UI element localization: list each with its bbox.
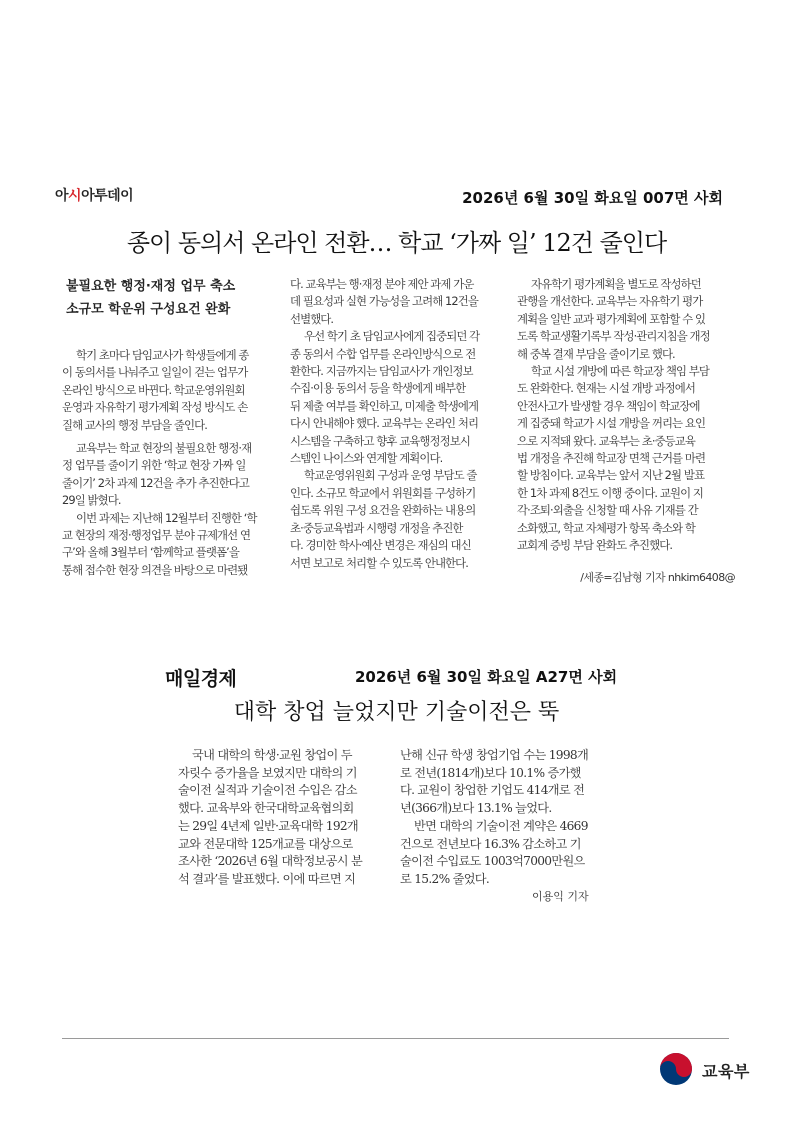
text-line: 한 1차 과제 8건도 이행 중이다. 교원이 지 [517, 485, 704, 500]
text-line: 년(366개)보다 13.1% 늘었다. [400, 801, 552, 816]
article2-dateline: 2026년 6월 30일 화요일 A27면 사회 [355, 668, 618, 686]
text-line: 로 전년(1814개)보다 10.1% 증가했 [400, 765, 581, 780]
text-line: 다시 안내해야 했다. 교육부는 온라인 처리 [290, 416, 479, 431]
text-line: 소화했고, 학교 자체평가 항목 축소와 학 [517, 520, 695, 535]
text-line: 관행을 개선한다. 교육부는 자유학기 평가 [517, 294, 703, 309]
text-line: 자릿수 증가율을 보였지만 대학의 기 [178, 765, 357, 780]
text-line: 난해 신규 학생 창업기업 수는 1998개 [400, 748, 589, 762]
text-line: 구’와 올해 3월부터 ‘함께학교 플랫폼’을 [62, 545, 239, 560]
text-line: 다. 경미한 학사·예산 변경은 재심의 대신 [290, 538, 471, 553]
text-line: 로 15.2% 줄었다. [400, 871, 490, 886]
article1-subhead: 불필요한 행정·재정 업무 축소 [66, 279, 236, 294]
taegeuk-emblem-icon [658, 1051, 694, 1087]
publication-logo-asiatoday [55, 185, 133, 205]
publication-logo-part: 아투데이 [81, 188, 134, 204]
text-line: 우선 학기 초 담임교사에게 집중되던 각 [304, 329, 480, 344]
text-line: 교육부는 학교 현장의 불필요한 행정·재 [76, 441, 252, 456]
text-line: 자유학기 평가계획을 별도로 작성하던 [531, 277, 701, 291]
text-line: 수집·이용 동의서 등을 학생에게 배부한 [290, 381, 466, 396]
article1-headline: 종이 동의서 온라인 전환… 학교 ‘가짜 일’ 12건 줄인다 [126, 229, 667, 257]
article2-headline: 대학 창업 늘었지만 기술이전은 뚝 [233, 700, 560, 725]
article2-column-2 [400, 747, 588, 889]
text-line: 술이전 수입료도 1003억7000만원으 [400, 854, 585, 869]
text-line: 교회계 증빙 부담 완화도 추진했다. [517, 538, 673, 553]
article1-column-2 [290, 276, 479, 572]
text-line: 석 결과’를 발표했다. 이에 따르면 지 [178, 871, 356, 886]
text-line: 교 현장의 재정·행정업무 분야 규제개선 연 [62, 528, 251, 543]
text-line: 법 개정을 추진해 학교장 면책 근거를 마련 [517, 451, 706, 466]
text-line: 운영과 자유학기 평가계획 작성 방식도 손 [62, 400, 248, 415]
text-line: 학기 초마다 담임교사가 학생들에게 종 [76, 348, 249, 362]
text-line: 다. 교원이 창업한 기업도 414개로 전 [400, 783, 585, 798]
text-line: 데 필요성과 실현 가능성을 고려해 12건을 [290, 294, 478, 309]
text-line: 다. 교육부는 행·재정 분야 제안 과제 가운 [290, 277, 474, 291]
text-line: 국내 대학의 학생·교원 창업이 두 [192, 748, 352, 762]
article1-column-3 [517, 276, 710, 555]
text-line: 온라인 방식으로 바뀐다. 학교운영위원회 [62, 382, 245, 397]
article1-byline: /세종=김남형 기자 nhkim6408@ [580, 571, 735, 584]
text-line: 건으로 전년보다 16.3% 감소하고 기 [400, 836, 581, 851]
text-line: 시스템을 구축하고 향후 교육행정정보시 [290, 433, 470, 448]
text-line: 해 중복 결재 부담을 줄이기로 했다. [517, 346, 675, 361]
article1-subhead: 소규모 학운위 구성요건 완화 [66, 302, 231, 317]
text-line: 학교 시설 개방에 따른 학교장 책임 부담 [531, 364, 709, 379]
text-line: 통해 접수한 현장 의견을 바탕으로 마련됐 [62, 562, 248, 577]
text-line: 스템인 나이스와 연계할 계획이다. [290, 451, 443, 466]
text-line: 술이전 실적과 기술이전 수입은 감소 [178, 783, 357, 798]
text-line: 서면 보고로 처리할 수 있도록 안내한다. [290, 555, 468, 570]
ministry-logo-text: 교육부 [702, 1062, 750, 1081]
text-line: 했다. 교육부와 한국대학교육협의회 [178, 801, 354, 816]
article2-column-1 [178, 747, 362, 889]
text-line: 뒤 제출 여부를 확인하고, 미제출 학생에게 [290, 398, 479, 413]
text-line: 도 완화한다. 현재는 시설 개방 과정에서 [517, 381, 695, 396]
text-line: 29일 밝혔다. [62, 493, 121, 508]
article2-byline: 이용익 기자 [532, 890, 589, 903]
text-line: 인다. 소규모 학교에서 위원회를 구성하기 [290, 485, 476, 500]
text-line: 질해 교사의 행정 부담을 줄인다. [62, 417, 207, 432]
publication-logo-maeil: 매일경제 [165, 668, 237, 690]
text-line: 도록 학교생활기록부 작성·관리지침을 개정 [517, 329, 710, 344]
publication-logo-part: 아 [55, 188, 69, 204]
text-line: 으로 지적돼 왔다. 교육부는 초·중등교육 [517, 433, 695, 448]
text-line: 게 집중돼 학교가 시설 개방을 꺼리는 요인 [517, 416, 706, 431]
footer-divider [62, 1038, 729, 1039]
text-line: 는 29일 4년제 일반·교육대학 192개 [178, 818, 358, 833]
text-line: 할 방침이다. 교육부는 앞서 지난 2월 발표 [517, 468, 705, 483]
text-line: 쉽도록 위원 구성 요건을 완화하는 내용의 [290, 503, 476, 518]
text-line: 선별했다. [290, 311, 334, 326]
text-line: 줄이기’ 2차 과제 12건을 추가 추진한다고 [62, 475, 249, 490]
text-line: 초·중등교육법과 시행령 개정을 추진한 [290, 520, 463, 535]
text-line: 이번 과제는 지난해 12월부터 진행한 ‘학 [76, 510, 257, 525]
article1-column-1 [62, 347, 257, 579]
text-line: 조사한 ‘2026년 6월 대학정보공시 분 [178, 854, 363, 869]
article1-dateline: 2026년 6월 30일 화요일 007면 사회 [462, 189, 723, 207]
text-line: 환한다. 지금까지는 담임교사가 개인정보 [290, 364, 473, 379]
text-line: 교와 전문대학 125개교를 대상으로 [178, 836, 353, 851]
text-line: 정 업무를 줄이기 위한 ‘학교 현장 가짜 일 [62, 458, 246, 473]
text-line: 각·조퇴·외출을 신청할 때 사유 기재를 간 [517, 503, 698, 518]
publication-logo-part-accent: 시 [68, 188, 82, 204]
text-line: 반면 대학의 기술이전 계약은 4669 [414, 818, 588, 833]
text-line: 이 동의서를 나눠주고 일일이 걷는 업무가 [62, 365, 248, 380]
text-line: 안전사고가 발생할 경우 책임이 학교장에 [517, 398, 700, 413]
text-line: 종 동의서 수합 업무를 온라인방식으로 전 [290, 346, 476, 361]
text-line: 계획을 일반 교과 평가계획에 포함할 수 있 [517, 311, 706, 326]
text-line: 학교운영위원회 구성과 운영 부담도 줄 [304, 468, 477, 483]
